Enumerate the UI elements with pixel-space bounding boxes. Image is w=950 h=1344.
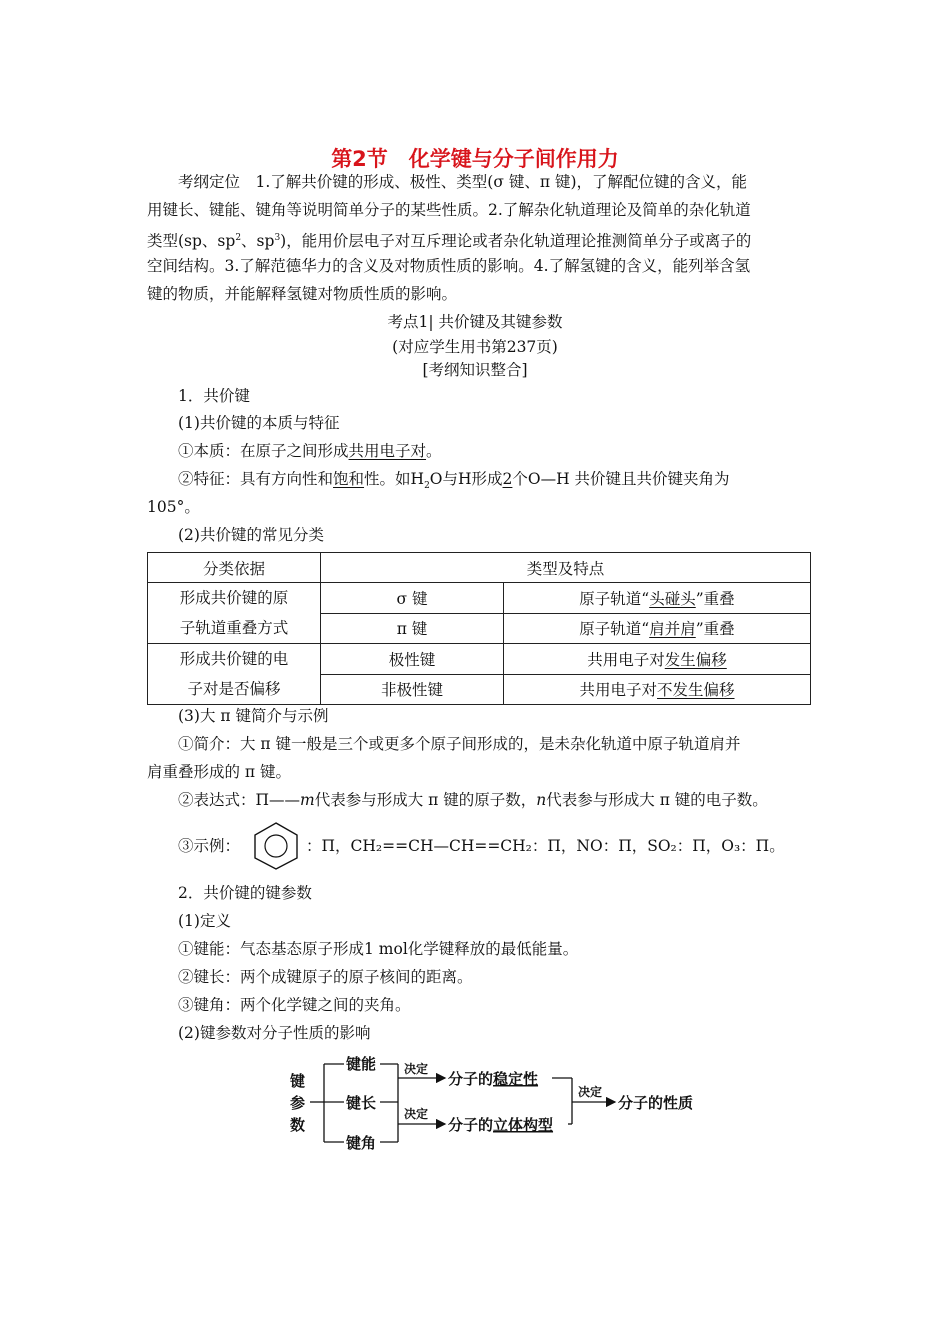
item-large-pi-expression: ②表达式：Π——m代表参与形成大 π 键的原子数，n代表参与形成大 π 键的电子数。 [178,791,768,809]
subheading-influence: (2)键参数对分子性质的影响 [178,1024,371,1042]
table-row [148,644,811,675]
heading-covalent-bond: 1．共价键 [178,387,250,405]
page-title: 第2节 化学键与分子间作用力 [331,147,619,171]
item-large-pi-intro-cont: 肩重叠形成的 π 键。 [147,763,292,781]
table-cell-type: π 键 [321,613,504,644]
decide-label: 决定 [578,1085,603,1099]
intro-line-4: 空间结构。3.了解范德华力的含义及对物质性质的影响。4.了解氢键的含义，能列举含氢 [147,257,751,275]
decide-label: 决定 [404,1062,429,1076]
table-cell-type: 极性键 [321,644,504,675]
item-feature: ②特征：具有方向性和饱和性。如$H_2O$与H形成2个O—H 共价键且共价键夹角为 [178,470,730,492]
item-essence: ①本质：在原子之间形成共用电子对。 [178,442,442,460]
item-example-label: ③示例： [178,837,241,855]
item-feature-cont: 105°。 [147,498,200,516]
structure-label: 分子的立体构型 [448,1116,554,1134]
table-cell-type: σ 键 [321,583,504,614]
subheading-essence: (1)共价键的本质与特征 [178,414,340,432]
table-cell-basis: 形成共价键的电 子对是否偏移 [148,644,321,705]
intro-line-5: 键的物质，并能解释氢键对物质性质的影响。 [147,285,458,303]
intro-line-3: 类型(sp、$sp^2$、$sp^3$)，能用价层电子对互斥理论或者杂化轨道理论推测简单分子或离子的 [147,232,752,251]
def-bond-length: ②键长：两个成键原子的原子核间的距离。 [178,968,473,986]
def-bond-energy: ①键能：气态基态原子形成1 mol化学键释放的最低能量。 [178,940,579,958]
table-header: 分类依据 [148,553,321,583]
table-cell-feature: 共用电子对发生偏移 [504,644,811,675]
table-cell-basis: 形成共价键的原 子轨道重叠方式 [148,583,321,644]
root-label: 键 [290,1072,306,1090]
intro-line-1: 考纲定位 1.了解共价键的形成、极性、类型(σ 键、π 键)，了解配位键的含义，能 [178,173,748,191]
def-bond-angle: ③键角：两个化学键之间的夹角。 [178,996,411,1014]
subheading-definition: (1)定义 [178,912,231,930]
item-large-pi-intro: ①简介：大 π 键一般是三个或更多个原子间形成的，是未杂化轨道中原子轨道肩并 [178,735,741,753]
table-cell-feature: 共用电子对不发生偏移 [504,674,811,705]
classification-table [147,552,811,705]
bond-energy-label: 键能 [346,1055,377,1073]
bond-length-label: 键长 [346,1094,377,1112]
root-label: 数 [290,1116,306,1134]
table-cell-feature: 原子轨道“头碰头”重叠 [504,583,811,614]
molecular-properties-label: 分子的性质 [618,1094,694,1112]
section-heading: 考点1| 共价键及其键参数 [387,313,563,331]
root-label: 参 [290,1094,306,1112]
section-tag: [考纲知识整合] [422,361,528,379]
benzene-ring-icon [252,821,300,871]
subheading-large-pi: (3)大 π 键简介与示例 [178,707,329,725]
heading-bond-parameters: 2．共价键的键参数 [178,884,312,902]
section-reference: (对应学生用书第237页) [392,338,558,356]
table-cell-feature: 原子轨道“肩并肩”重叠 [504,613,811,644]
subheading-classification: (2)共价键的常见分类 [178,526,324,544]
table-cell-type: 非极性键 [321,674,504,705]
table-header-row [148,553,811,583]
stability-label: 分子的稳定性 [448,1070,539,1088]
item-example-text: ：Π，CH₂==CH—CH==CH₂：Π，NO：Π，SO₂：Π，O₃：Π。 [306,837,785,855]
bond-angle-label: 键角 [346,1134,377,1152]
table-row [148,583,811,614]
decide-label: 决定 [404,1107,429,1121]
intro-line-2: 用键长、键能、键角等说明简单分子的某些性质。2.了解杂化轨道理论及简单的杂化轨道 [147,201,751,219]
table-header: 类型及特点 [321,553,811,583]
bond-parameter-diagram [280,1048,730,1158]
